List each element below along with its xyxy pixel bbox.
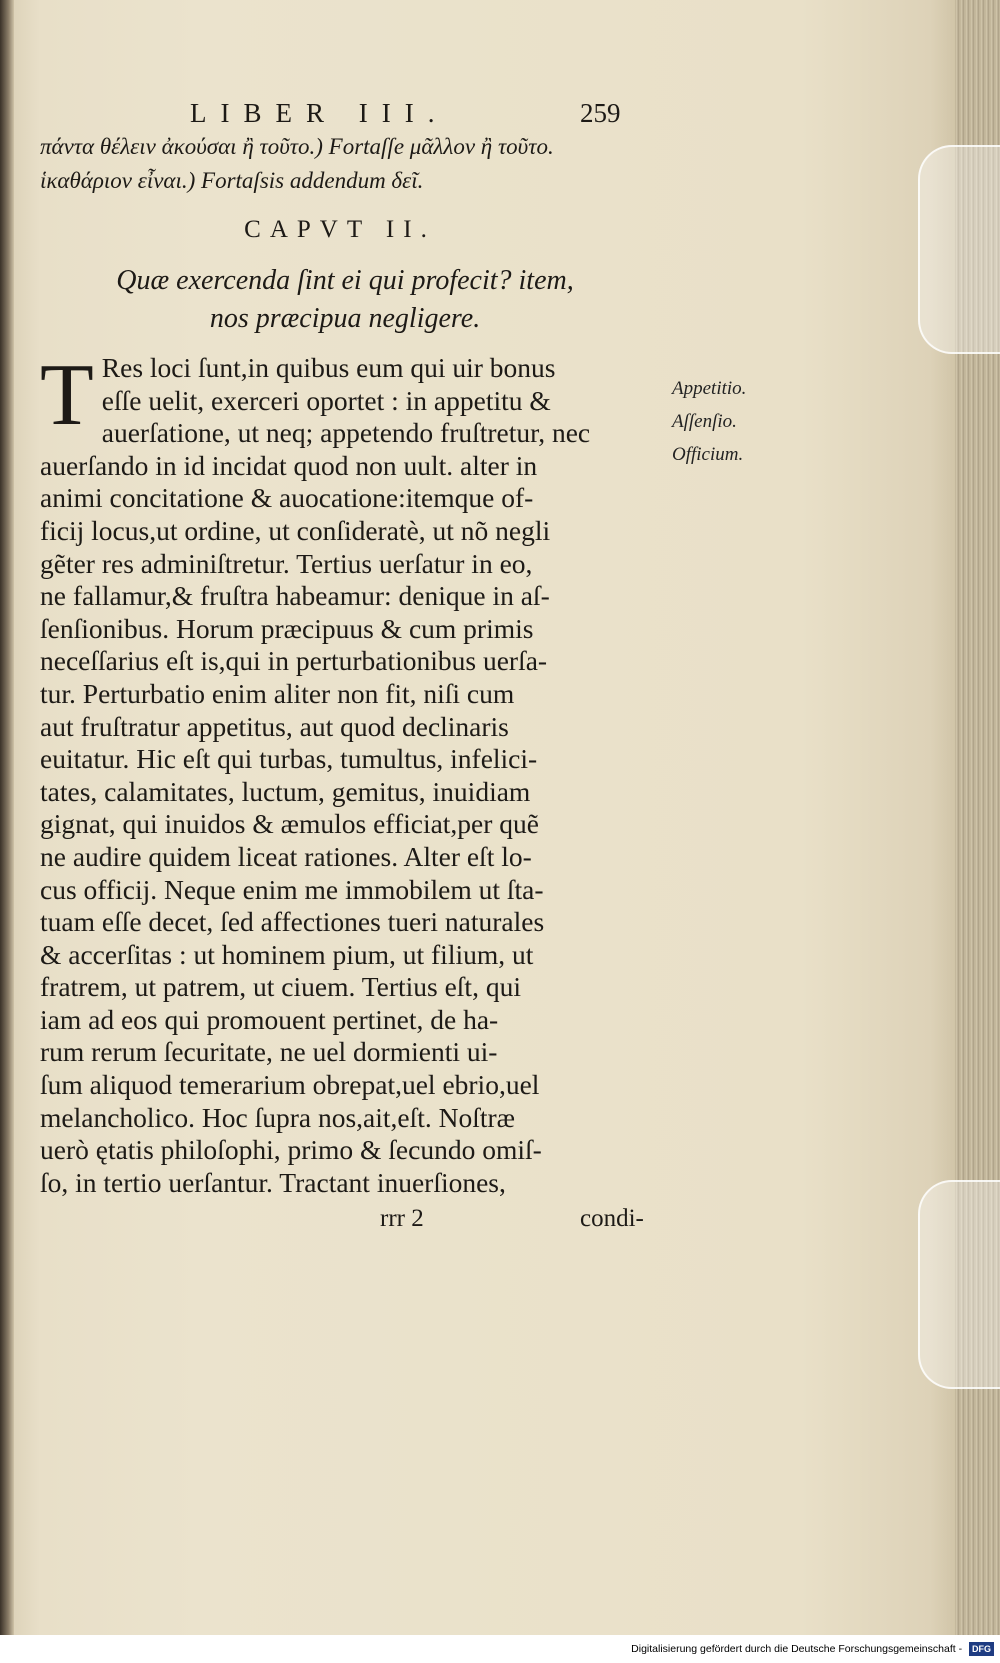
body-line: ne audire quidem liceat rationes. Alter eſt lo- [40, 840, 532, 872]
body-line: uerò ętatis philoſophi, primo & ſecundo omiſ- [40, 1134, 542, 1166]
body-line: ſum aliquod temerarium obrepat,uel ebrio,uel [40, 1069, 540, 1101]
catchword: condi- [580, 1205, 644, 1233]
body-line: eſſe uelit, exerceri oportet : in appetitu & [101, 384, 551, 416]
caption-line-2: nos præcipua negligere. [209, 303, 481, 334]
body-line: ne fallamur,& fruſtra habeamur: denique in aſ- [40, 580, 550, 612]
body-line: auerſatione, ut neq; appetendo fruſtretur, nec [101, 417, 591, 449]
body-line: auerſando in id incidat quod non uult. alter in [40, 449, 538, 481]
body-line: ficij locus,ut ordine, ut conſideratè, ut nõ negli [40, 514, 551, 546]
body-line: & accerſitas : ut hominem pium, ut filium, ut [40, 938, 534, 970]
body-line: tates, calamitates, luctum, gemitus, inuidiam [40, 775, 531, 807]
margin-note-assensio: Aſſenſio. [672, 411, 737, 432]
body-line: cus officij. Neque enim me immobilem ut ſta- [40, 873, 544, 905]
drop-cap: T [40, 347, 94, 444]
body-text [40, 347, 680, 1199]
running-head-title: LIBER III. [190, 98, 449, 128]
margin-note-officium: Officium. [672, 444, 744, 465]
dfg-logo: DFG [969, 1642, 994, 1656]
greek-note-line-1: πάντα θέλειν ἀκούσαι ἢ τοῦτο.) Fortaſſe μᾶλλον ἢ τοῦτο. [40, 134, 554, 159]
body-line: ſo, in tertio uerſantur. Tractant inuerſiones, [40, 1166, 506, 1198]
greek-note-line-2: ἱκαθάριον εἶναι.) Fortaſsis addendum δεῖ. [40, 168, 424, 193]
signature-mark: rrr 2 [380, 1205, 424, 1233]
margin-notes [672, 372, 782, 471]
page-clip-bottom [918, 1180, 1000, 1389]
body-line: gignat, qui inuidos & æmulos efficiat,per quẽ [40, 808, 540, 840]
body-line: fratrem, ut patrem, ut ciuem. Tertius eſt, qui [40, 971, 521, 1003]
margin-note-appetitio: Appetitio. [672, 378, 747, 399]
chapter-heading: CAPVT II. [244, 216, 436, 243]
body-line: neceſſarius eſt is,qui in perturbationibus uerſa- [40, 645, 548, 677]
page-text-block [40, 98, 680, 1241]
body-line: tur. Perturbatio enim aliter non fit, niſi cum [40, 677, 515, 709]
running-head [40, 98, 680, 130]
page-number: 259 [580, 98, 621, 128]
body-line: tuam eſſe decet, ſed affectiones tueri naturales [40, 906, 545, 938]
chapter-caption [10, 262, 680, 338]
footer-credit: Digitalisierung gefördert durch die Deutsche Forschungsgemeinschaft - [631, 1643, 963, 1655]
caption-line-1: Quæ exercenda ſint ei qui profecit? item, [116, 265, 574, 296]
body-line: animi concitatione & auocatione:itemque of- [40, 482, 534, 514]
body-line: ſenſionibus. Horum præcipuus & cum primis [40, 612, 534, 644]
body-line: gẽter res adminiſtretur. Tertius uerſatur in eo, [40, 547, 533, 579]
body-line: Res loci ſunt,in quibus eum qui uir bonus [101, 352, 556, 383]
body-line: euitatur. Hic eſt qui turbas, tumultus, infelici- [40, 743, 538, 775]
page-clip-top [918, 145, 1000, 354]
page-footer-line [40, 1205, 680, 1241]
digitization-footer [0, 1635, 1000, 1663]
body-line: aut fruſtratur appetitus, aut quod declinaris [40, 710, 509, 742]
body-line: rum rerum ſecuritate, ne uel dormienti ui- [40, 1036, 498, 1068]
body-line: iam ad eos qui promouent pertinet, de ha- [40, 1003, 499, 1035]
body-line: melancholico. Hoc ſupra nos,ait,eſt. Noſtræ [40, 1101, 516, 1133]
